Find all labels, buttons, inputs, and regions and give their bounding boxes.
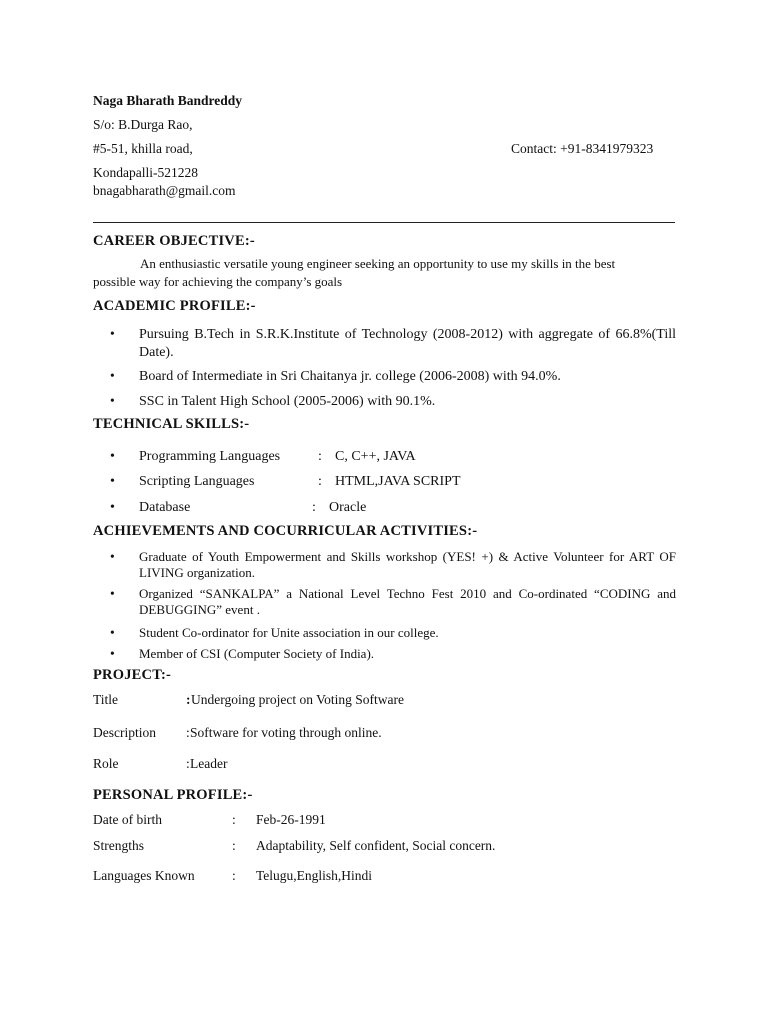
- skill-value: Oracle: [329, 500, 367, 515]
- skill-label: Programming Languages: [139, 449, 281, 464]
- bullet-icon: •: [110, 646, 115, 661]
- project-label: Role: [93, 756, 119, 771]
- bullet-icon: •: [110, 449, 115, 464]
- personal-colon: :: [232, 812, 236, 827]
- bullet-icon: •: [110, 586, 115, 601]
- technical-skills-heading: TECHNICAL SKILLS:-: [93, 416, 250, 432]
- achievements-heading: ACHIEVEMENTS AND COCURRICULAR ACTIVITIES:-: [93, 523, 478, 539]
- skill-colon: :: [318, 449, 322, 464]
- project-value: Software for voting through online.: [190, 725, 382, 740]
- academic-profile-heading: ACADEMIC PROFILE:-: [93, 298, 256, 314]
- candidate-name: Naga Bharath Bandreddy: [93, 93, 243, 108]
- personal-colon: :: [232, 868, 236, 883]
- project-label: Description: [93, 725, 156, 740]
- academic-item-text: SSC in Talent High School (2005-2006) with 90.1%.: [139, 394, 436, 409]
- project-colon: :: [186, 725, 190, 740]
- skill-value: C, C++, JAVA: [335, 449, 416, 464]
- career-objective-text: possible way for achieving the company’s goals: [93, 274, 343, 289]
- personal-colon: :: [232, 838, 236, 853]
- skill-value: HTML,JAVA SCRIPT: [335, 474, 461, 489]
- career-objective-heading: CAREER OBJECTIVE:-: [93, 233, 255, 249]
- personal-value: Adaptability, Self confident, Social concern.: [256, 838, 496, 853]
- bullet-icon: •: [110, 625, 115, 640]
- personal-label: Date of birth: [93, 812, 162, 827]
- project-colon: :: [186, 756, 190, 771]
- bullet-icon: •: [110, 326, 115, 341]
- achievement-item-text: Student Co-ordinator for Unite association in our college.: [139, 625, 439, 640]
- academic-item-text: Board of Intermediate in Sri Chaitanya jr. college (2006-2008) with 94.0%.: [139, 369, 561, 384]
- skill-colon: :: [312, 500, 316, 515]
- personal-profile-heading: PERSONAL PROFILE:-: [93, 787, 253, 803]
- bullet-icon: •: [110, 393, 115, 408]
- bullet-icon: •: [110, 549, 115, 564]
- bullet-icon: •: [110, 368, 115, 383]
- project-value: Undergoing project on Voting Software: [191, 692, 404, 707]
- personal-label: Strengths: [93, 838, 145, 853]
- achievement-item-text: Organized “SANKALPA” a National Level Techno Fest 2010 and Co-ordinated “CODING and DEBUGGING” event .: [139, 586, 676, 617]
- achievement-item-text: Member of CSI (Computer Society of India).: [139, 646, 375, 661]
- bullet-icon: •: [110, 500, 115, 515]
- project-heading: PROJECT:-: [93, 667, 172, 683]
- skill-colon: :: [318, 474, 322, 489]
- achievement-item-text: Graduate of Youth Empowerment and Skills workshop (YES! +) & Active Volunteer for ART OF LIVING organization.: [139, 549, 676, 580]
- address-line: S/o: B.Durga Rao,: [93, 117, 193, 132]
- address-line: Kondapalli-521228: [93, 165, 198, 180]
- skill-label: Database: [139, 500, 191, 515]
- contact-number: Contact: +91-8341979323: [511, 141, 654, 156]
- skill-label: Scripting Languages: [139, 474, 255, 489]
- header-divider: [93, 222, 675, 223]
- personal-value: Feb-26-1991: [256, 812, 326, 827]
- bullet-icon: •: [110, 474, 115, 489]
- career-objective-text: An enthusiastic versatile young engineer seeking an opportunity to use my skills in the best: [140, 256, 616, 271]
- project-colon: :: [186, 692, 191, 707]
- email-address: bnagabharath@gmail.com: [93, 183, 236, 198]
- address-line: #5-51, khilla road,: [93, 141, 193, 156]
- project-label: Title: [93, 692, 119, 707]
- academic-item-text: Pursuing B.Tech in S.R.K.Institute of Technology (2008-2012) with aggregate of 66.8%(Till Date).: [139, 327, 676, 360]
- personal-label: Languages Known: [93, 868, 195, 883]
- personal-value: Telugu,English,Hindi: [256, 868, 373, 883]
- project-value: Leader: [190, 756, 228, 771]
